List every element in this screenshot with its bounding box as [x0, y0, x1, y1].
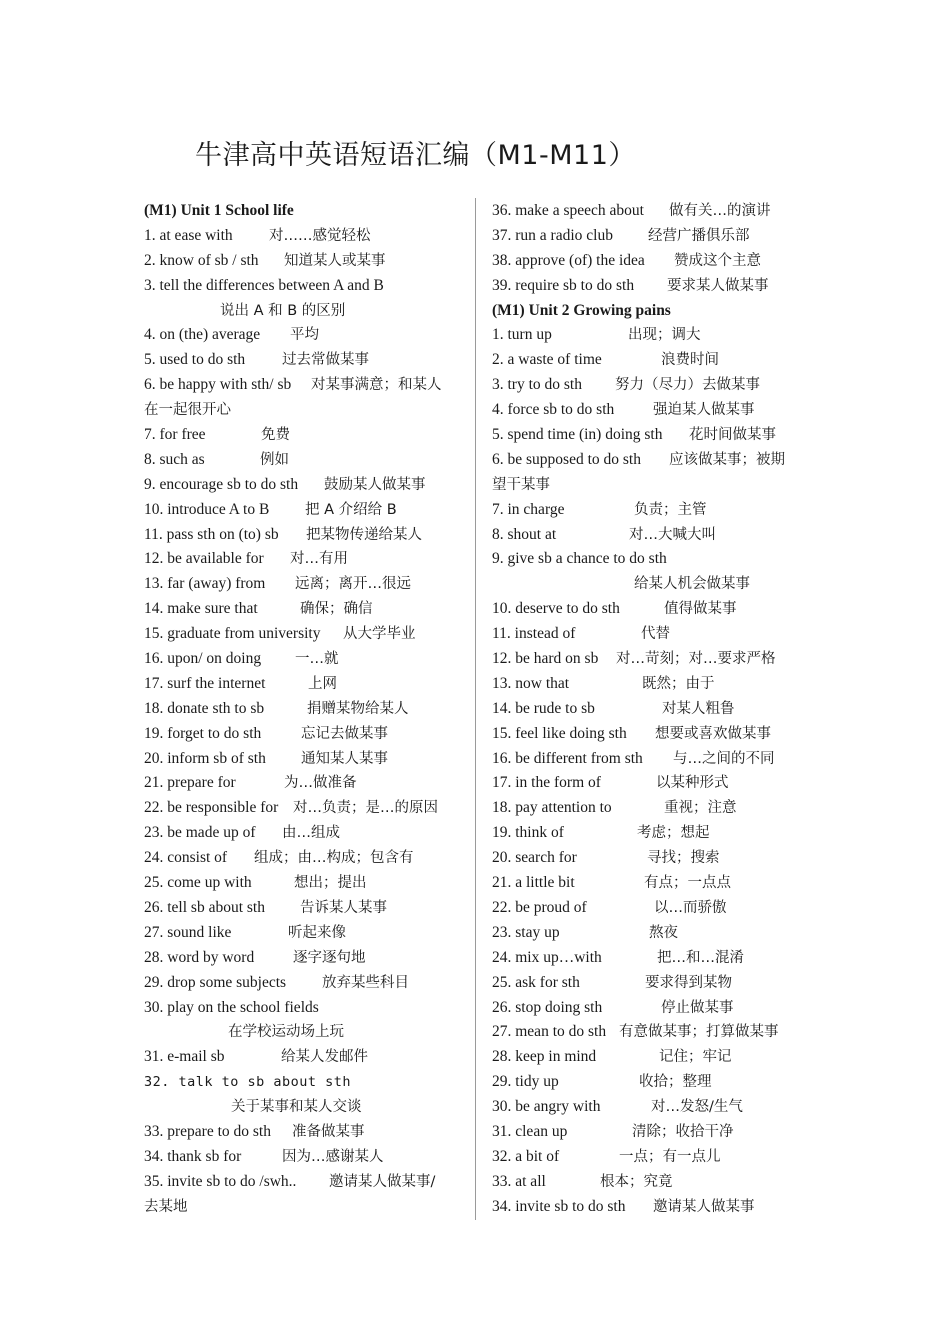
- phrase-english: 21. a little bit: [492, 874, 575, 892]
- phrase-english: 15. feel like doing sth: [492, 724, 627, 742]
- phrase-entry: [144, 274, 466, 299]
- phrase-entry: [492, 1020, 814, 1045]
- phrase-entry: [492, 896, 814, 921]
- phrase-chinese: 对某事满意；和某人: [311, 377, 442, 394]
- phrase-entry: [144, 846, 466, 871]
- phrase-entry: [144, 473, 466, 498]
- phrase-entry: [144, 547, 466, 572]
- phrase-chinese: 由…组成: [282, 825, 340, 842]
- phrase-english: 3. tell the differences between A and B: [144, 276, 384, 294]
- phrase-chinese: 要求得到某物: [645, 974, 732, 991]
- phrase-entry: [144, 373, 466, 398]
- phrase-english: 29. tidy up: [492, 1073, 559, 1091]
- phrase-entry: [492, 523, 814, 548]
- phrase-english: 10. deserve to do sth: [492, 600, 620, 618]
- phrase-chinese: 确保；确信: [300, 601, 373, 618]
- phrase-english: 4. on (the) average: [144, 326, 261, 344]
- phrase-chinese: 知道某人或某事: [284, 252, 386, 269]
- phrase-chinese: 对……感觉轻松: [269, 227, 371, 244]
- phrase-entry: [144, 647, 466, 672]
- phrase-chinese: 收拾；整理: [639, 1074, 712, 1091]
- phrase-english: 23. be made up of: [144, 824, 256, 842]
- phrase-chinese: 代替: [641, 626, 670, 643]
- phrase-english: 11. pass sth on (to) sb: [144, 525, 279, 543]
- phrase-chinese: 记住；牢记: [659, 1049, 732, 1066]
- phrase-english: 12. be available for: [144, 550, 264, 568]
- phrase-english: 21. prepare for: [144, 774, 236, 792]
- phrase-entry: [492, 423, 814, 448]
- phrase-entry: [492, 821, 814, 846]
- phrase-chinese: 通知某人某事: [301, 750, 388, 767]
- phrase-continuation: 去某地: [144, 1198, 188, 1215]
- phrase-entry: [144, 672, 466, 697]
- phrase-entry: [492, 224, 814, 249]
- phrase-chinese: 给某人发邮件: [281, 1049, 368, 1066]
- phrase-chinese: 一…就: [295, 651, 339, 668]
- page-title: 牛津高中英语短语汇编（M1-M11）: [195, 140, 636, 171]
- phrase-english: 18. pay attention to: [492, 799, 612, 817]
- phrase-english: 14. be rude to sb: [492, 699, 595, 717]
- phrase-chinese: 清除；收拾干净: [632, 1123, 734, 1140]
- phrase-entry: [144, 996, 466, 1021]
- phrase-chinese: 想出；提出: [294, 875, 367, 892]
- phrase-chinese: 免费: [261, 427, 290, 444]
- phrase-chinese: 值得做某事: [664, 601, 737, 618]
- phrase-chinese: 有意做某事；打算做某事: [619, 1024, 779, 1041]
- phrase-chinese: 经营广播俱乐部: [648, 227, 750, 244]
- phrase-chinese: 对某人粗鲁: [662, 700, 735, 717]
- phrase-chinese: 浪费时间: [661, 352, 719, 369]
- phrase-chinese: 对…苛刻；对…要求严格: [616, 651, 776, 668]
- phrase-entry: [492, 597, 814, 622]
- phrase-english: 34. invite sb to do sth: [492, 1197, 626, 1215]
- phrase-entry: [492, 921, 814, 946]
- unit-heading: (M1) Unit 1 School life: [144, 202, 294, 219]
- phrase-entry: [144, 796, 466, 821]
- phrase-chinese: 想要或喜欢做某事: [655, 725, 771, 742]
- phrase-entry: [144, 348, 466, 373]
- phrase-english: 8. such as: [144, 450, 205, 468]
- phrase-continuation: 在一起很开心: [144, 402, 231, 419]
- phrase-chinese: 从大学毕业: [343, 626, 416, 643]
- phrase-entry: [144, 423, 466, 448]
- phrase-entry: [144, 498, 466, 523]
- phrase-entry: [144, 597, 466, 622]
- phrase-english: 13. now that: [492, 674, 570, 692]
- phrase-entry: [492, 1120, 814, 1145]
- phrase-entry: [144, 771, 466, 796]
- phrase-english: 28. keep in mind: [492, 1048, 597, 1066]
- phrase-entry: [144, 821, 466, 846]
- phrase-entry: [144, 1120, 466, 1145]
- phrase-chinese: 把某物传递给某人: [306, 526, 422, 543]
- phrase-entry: [144, 946, 466, 971]
- phrase-entry: [144, 747, 466, 772]
- phrase-english: 1. turn up: [492, 326, 552, 344]
- phrase-entry: [492, 373, 814, 398]
- phrase-entry: [492, 647, 814, 672]
- phrase-entry: [144, 1170, 466, 1195]
- phrase-entry: [144, 921, 466, 946]
- phrase-english: 20. search for: [492, 849, 577, 867]
- phrase-entry: [492, 672, 814, 697]
- phrase-english: 5. used to do sth: [144, 351, 246, 369]
- phrase-chinese: 上网: [308, 675, 337, 692]
- phrase-english: 32. a bit of: [492, 1147, 560, 1165]
- phrase-chinese: 组成；由…构成；包含有: [254, 850, 414, 867]
- phrase-entry: [492, 547, 814, 572]
- phrase-english: 10. introduce A to B: [144, 500, 270, 518]
- phrase-english: 37. run a radio club: [492, 226, 613, 244]
- unit-heading: (M1) Unit 2 Growing pains: [492, 301, 671, 319]
- phrase-entry: [492, 871, 814, 896]
- phrase-chinese: 准备做某事: [292, 1123, 365, 1140]
- phrase-english: 8. shout at: [492, 525, 557, 543]
- phrase-entry: [492, 946, 814, 971]
- phrase-entry: [492, 323, 814, 348]
- phrase-chinese: 强迫某人做某事: [653, 402, 755, 419]
- phrase-chinese: 出现；调大: [628, 327, 701, 344]
- phrase-continuation: 给某人机会做某事: [634, 576, 750, 593]
- phrase-chinese: 以…而骄傲: [654, 899, 727, 916]
- phrase-english: 33. prepare to do sth: [144, 1122, 271, 1140]
- phrase-entry: [492, 199, 814, 224]
- phrase-english: 5. spend time (in) doing sth: [492, 426, 663, 444]
- phrase-entry: [144, 871, 466, 896]
- phrase-chinese: 把…和…混淆: [657, 949, 744, 966]
- phrase-entry: [492, 971, 814, 996]
- phrase-entry: [492, 249, 814, 274]
- phrase-entry: [144, 697, 466, 722]
- phrase-chinese: 一点；有一点儿: [619, 1148, 721, 1165]
- phrase-chinese: 邀请某人做某事: [653, 1198, 755, 1215]
- phrase-english: 18. donate sth to sb: [144, 699, 265, 717]
- phrase-english: 27. sound like: [144, 923, 232, 941]
- phrase-english: 12. be hard on sb: [492, 650, 599, 668]
- phrase-english: 30. play on the school fields: [144, 998, 319, 1016]
- phrase-english: 9. encourage sb to do sth: [144, 475, 299, 493]
- phrase-chinese: 花时间做某事: [689, 427, 776, 444]
- phrase-column-right: [492, 199, 814, 1220]
- phrase-english: 23. stay up: [492, 923, 560, 941]
- phrase-english: 7. for free: [144, 426, 206, 444]
- phrase-english: 11. instead of: [492, 625, 576, 643]
- phrase-chinese: 远离；离开…很远: [295, 576, 411, 593]
- phrase-entry: [144, 1145, 466, 1170]
- phrase-entry: [492, 1095, 814, 1120]
- phrase-entry: [144, 722, 466, 747]
- phrase-continuation: 说出 A 和 B 的区别: [220, 302, 346, 319]
- phrase-english: 3. try to do sth: [492, 376, 582, 394]
- phrase-entry: [492, 747, 814, 772]
- phrase-entry: [492, 348, 814, 373]
- phrase-chinese: 赞成这个主意: [674, 252, 761, 269]
- phrase-english: 13. far (away) from: [144, 575, 266, 593]
- phrase-english: 31. clean up: [492, 1122, 568, 1140]
- phrase-entry: [492, 1170, 814, 1195]
- phrase-entry: [492, 697, 814, 722]
- phrase-chinese: 对…发怒/生气: [651, 1099, 743, 1116]
- phrase-chinese: 捐赠某物给某人: [307, 700, 409, 717]
- phrase-chinese: 熬夜: [649, 924, 678, 941]
- phrase-entry: [492, 846, 814, 871]
- phrase-english: 16. upon/ on doing: [144, 650, 262, 668]
- phrase-chinese: 努力（尽力）去做某事: [615, 377, 760, 394]
- phrase-english: 25. ask for sth: [492, 973, 580, 991]
- phrase-english: 2. a waste of time: [492, 351, 602, 369]
- phrase-english: 30. be angry with: [492, 1098, 601, 1116]
- phrase-english: 17. in the form of: [492, 774, 601, 792]
- phrase-continuation: 在学校运动场上玩: [228, 1024, 344, 1041]
- phrase-chinese: 告诉某人某事: [300, 899, 387, 916]
- phrase-chinese: 以某种形式: [656, 775, 729, 792]
- phrase-entry: [144, 572, 466, 597]
- phrase-english: 36. make a speech about: [492, 202, 644, 219]
- phrase-english: 25. come up with: [144, 874, 252, 892]
- phrase-english: 19. forget to do sth: [144, 724, 262, 742]
- phrase-entry: [492, 1070, 814, 1095]
- phrase-chinese: 考虑；想起: [637, 825, 710, 842]
- phrase-entry: [144, 896, 466, 921]
- phrase-entry: [492, 498, 814, 523]
- phrase-chinese: 要求某人做某事: [667, 277, 769, 294]
- phrase-chinese: 过去常做某事: [282, 352, 369, 369]
- phrase-english: 4. force sb to do sth: [492, 401, 615, 419]
- phrase-entry: [144, 224, 466, 249]
- phrase-chinese: 重视；注意: [664, 800, 737, 817]
- phrase-english: 24. mix up…with: [492, 948, 602, 966]
- phrase-chinese: 平均: [290, 327, 319, 344]
- phrase-chinese: 有点；一点点: [644, 875, 731, 892]
- phrase-chinese: 停止做某事: [661, 999, 734, 1016]
- phrase-chinese: 对…大喊大叫: [629, 526, 716, 543]
- phrase-entry: [492, 796, 814, 821]
- phrase-chinese: 把 A 介绍给 B: [305, 501, 397, 518]
- phrase-chinese: 为…做准备: [284, 775, 357, 792]
- phrase-entry: [492, 1145, 814, 1170]
- phrase-entry: [492, 1195, 814, 1220]
- phrase-english: 19. think of: [492, 824, 564, 842]
- phrase-chinese: 例如: [260, 451, 289, 468]
- phrase-entry: [144, 1045, 466, 1070]
- phrase-english: 35. invite sb to do /swh..: [144, 1172, 297, 1190]
- phrase-continuation: 望干某事: [492, 476, 550, 493]
- phrase-chinese: 因为…感谢某人: [282, 1148, 384, 1165]
- phrase-chinese: 放弃某些科目: [322, 974, 409, 991]
- phrase-chinese: 鼓励某人做某事: [324, 476, 426, 493]
- phrase-english: 34. thank sb for: [144, 1147, 242, 1165]
- phrase-english: 38. approve (of) the idea: [492, 251, 645, 269]
- phrase-english: 20. inform sb of sth: [144, 749, 266, 767]
- phrase-entry: [492, 1045, 814, 1070]
- phrase-column-left: [144, 199, 466, 1220]
- phrase-entry: [144, 971, 466, 996]
- phrase-chinese: 与…之间的不同: [673, 750, 775, 767]
- phrase-english: 29. drop some subjects: [144, 973, 287, 991]
- phrase-chinese: 做有关…的演讲: [669, 203, 771, 219]
- phrase-entry: [492, 448, 814, 473]
- phrase-english: 14. make sure that: [144, 600, 258, 618]
- phrase-english: 28. word by word: [144, 948, 255, 966]
- phrase-entry: [492, 274, 814, 299]
- phrase-english: 33. at all: [492, 1172, 546, 1190]
- phrase-entry: [492, 771, 814, 796]
- phrase-chinese: 寻找；搜索: [647, 850, 720, 867]
- column-divider: [475, 198, 476, 1220]
- phrase-english: 1. at ease with: [144, 226, 233, 244]
- phrase-chinese: 忘记去做某事: [301, 725, 388, 742]
- phrase-english: 7. in charge: [492, 500, 565, 518]
- phrase-entry: [144, 249, 466, 274]
- phrase-chinese: 根本；究竟: [600, 1173, 673, 1190]
- phrase-entry: [144, 448, 466, 473]
- phrase-english: 24. consist of: [144, 849, 228, 867]
- phrase-continuation: 关于某事和某人交谈: [231, 1099, 362, 1116]
- phrase-english: 22. be proud of: [492, 898, 587, 916]
- phrase-english: 17. surf the internet: [144, 674, 266, 692]
- phrase-chinese: 听起来像: [288, 924, 346, 941]
- phrase-english: 26. stop doing sth: [492, 998, 603, 1016]
- phrase-chinese: 负责；主管: [634, 501, 707, 518]
- phrase-chinese: 对…有用: [290, 551, 348, 568]
- phrase-english: 16. be different from sth: [492, 749, 643, 767]
- phrase-chinese: 逐字逐句地: [293, 949, 366, 966]
- phrase-entry: [492, 398, 814, 423]
- phrase-english: 15. graduate from university: [144, 625, 321, 643]
- phrase-entry: [144, 523, 466, 548]
- phrase-entry: [144, 622, 466, 647]
- phrase-entry: [492, 722, 814, 747]
- phrase-english: 6. be happy with sth/ sb: [144, 376, 292, 394]
- phrase-chinese: 既然；由于: [642, 675, 715, 692]
- phrase-entry: [492, 996, 814, 1021]
- phrase-entry: [144, 323, 466, 348]
- phrase-english: 9. give sb a chance to do sth: [492, 550, 667, 568]
- phrase-english: 22. be responsible for: [144, 799, 279, 817]
- phrase-english: 26. tell sb about sth: [144, 898, 265, 916]
- phrase-chinese: 应该做某事；被期: [669, 451, 785, 468]
- phrase-entry: 32. talk to sb about sth: [144, 1074, 352, 1091]
- phrase-chinese: 邀请某人做某事/: [329, 1173, 436, 1190]
- phrase-english: 2. know of sb / sth: [144, 251, 259, 269]
- phrase-entry: [492, 622, 814, 647]
- phrase-english: 39. require sb to do sth: [492, 276, 635, 294]
- phrase-english: 27. mean to do sth: [492, 1023, 607, 1041]
- phrase-english: 31. e-mail sb: [144, 1048, 225, 1066]
- phrase-chinese: 对…负责；是…的原因: [293, 800, 438, 817]
- phrase-english: 6. be supposed to do sth: [492, 450, 641, 468]
